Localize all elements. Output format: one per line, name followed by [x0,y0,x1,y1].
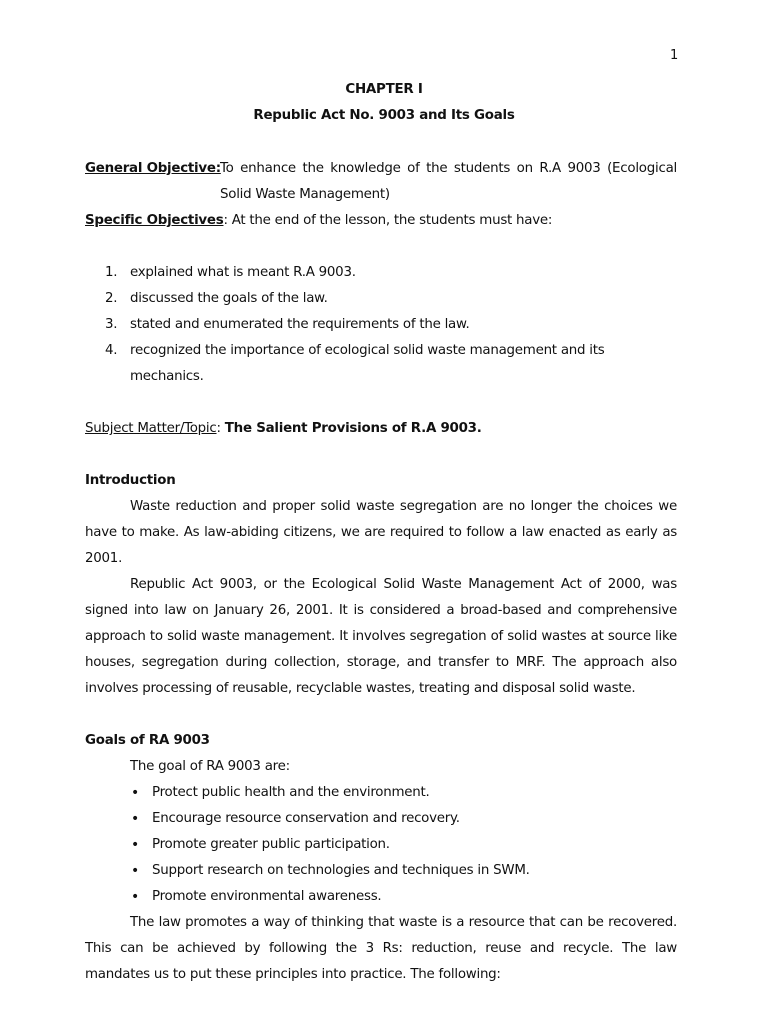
introduction-paragraph: Waste reduction and proper solid waste segregation are no longer the choices we have to make. As law-abiding citizens, we are required to follow a law enacted as early as 2001. [85,499,677,566]
spacer [85,702,677,728]
chapter-heading: CHAPTER I [345,82,423,97]
chapter-title: Republic Act No. 9003 and Its Goals [253,108,515,123]
list-item: 4. recognized the importance of ecological solid waste management and its mechanics. [105,343,605,384]
list-item: • Support research on technologies and techniques in SWM. [85,858,677,884]
spacer [85,442,677,468]
document-body [85,156,677,988]
spacer [85,390,677,416]
list-item: 2. discussed the goals of the law. [105,291,328,306]
goals-list [85,780,677,910]
introduction-heading: Introduction [85,473,176,488]
introduction-paragraph: Republic Act 9003, or the Ecological Solid Waste Management Act of 2000, was signed into law on January 26, 2001. It is considered a broad-based and comprehensive approach to solid waste management. It involves segregation of solid wastes at source like houses, segregation during collection, storage, and transfer to MRF. The approach also involves processing of reusable, recyclable wastes, treating and disposal solid waste. [85,577,677,696]
subject-matter [85,416,677,442]
subject-matter-topic: The Salient Provisions of R.A 9003. [224,421,482,436]
objectives-list [85,260,677,390]
goals-intro: The goal of RA 9003 are: [130,759,290,774]
list-item: 3. stated and enumerated the requirements of the law. [105,317,470,332]
spacer [85,234,677,260]
goals-closing-paragraph: The law promotes a way of thinking that waste is a resource that can be recovered. This can be achieved by following the 3 Rs: reduction, reuse and recycle. The law mandates us to put these principles into practice. The following: [85,915,677,982]
general-objective [85,156,677,208]
list-item: • Encourage resource conservation and recovery. [85,806,677,832]
general-objective-label: General Objective: [85,161,221,176]
page-number: 1 [669,48,678,63]
subject-matter-label: Subject Matter/Topic [85,421,217,436]
subject-matter-separator: : [216,421,225,436]
list-item: 1. explained what is meant R.A 9003. [105,265,356,280]
list-item: • Protect public health and the environment. [85,780,677,806]
list-item: • Promote environmental awareness. [85,884,677,910]
specific-objectives [85,208,677,234]
list-item: • Promote greater public participation. [85,832,677,858]
goals-heading: Goals of RA 9003 [85,733,210,748]
general-objective-text: To enhance the knowledge of the students on R.A 9003 (Ecological Solid Waste Management) [220,161,677,202]
specific-objectives-label: Specific Objectives [85,213,224,228]
specific-objectives-text: : At the end of the lesson, the students must have: [223,213,553,228]
